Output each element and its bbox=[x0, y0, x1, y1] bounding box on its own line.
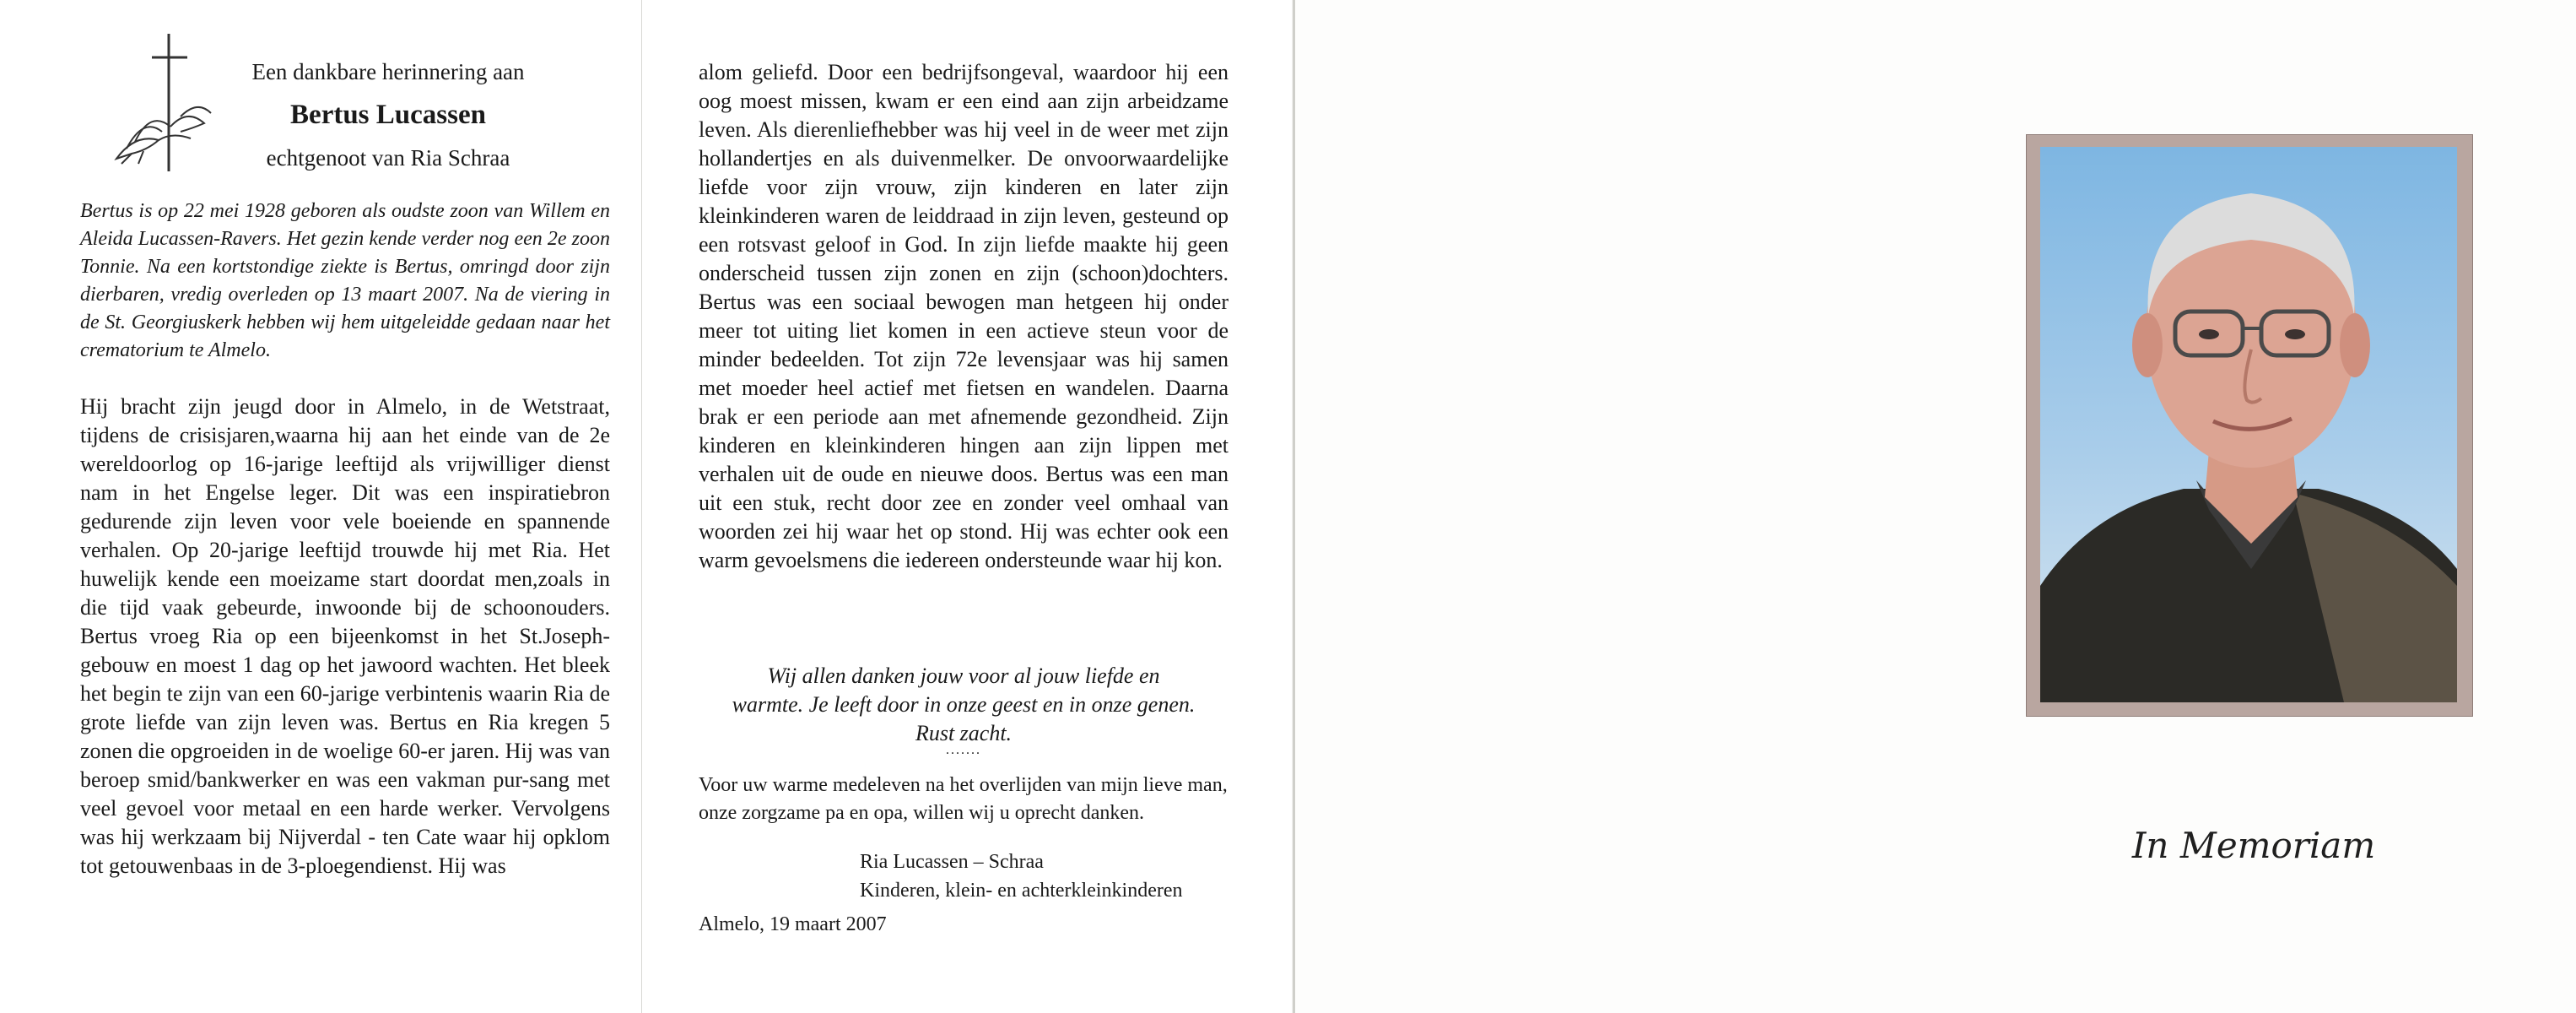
portrait-photo bbox=[2040, 147, 2457, 702]
spouse-line: echtgenoot van Ria Schraa bbox=[266, 145, 510, 171]
closing-words bbox=[699, 662, 1229, 748]
separator-dots: ....... bbox=[946, 743, 981, 757]
portrait-frame bbox=[2026, 134, 2473, 717]
memoriam-title: In Memoriam bbox=[2131, 825, 2376, 866]
closing-line-2: warmte. Je leeft door in onze geest en in onze genen. bbox=[732, 692, 1196, 717]
card-left-panel bbox=[0, 0, 641, 1013]
signature-family: Kinderen, klein- en achterkleinkinderen bbox=[860, 880, 1183, 902]
deceased-name: Bertus Lucassen bbox=[290, 100, 486, 130]
card-right-panel bbox=[1293, 0, 2576, 1013]
signature-name: Ria Lucassen – Schraa bbox=[860, 851, 1044, 873]
closing-line-3: Rust zacht. bbox=[915, 721, 1013, 745]
portrait-illustration bbox=[2040, 147, 2457, 702]
intro-text: Een dankbare herinnering aan bbox=[251, 59, 525, 84]
closing-line-1: Wij allen danken jouw voor al jouw liefde en bbox=[767, 664, 1160, 688]
place-date: Almelo, 19 maart 2007 bbox=[699, 913, 887, 935]
biography-text-part2: alom geliefd. Door een bedrijfsongeval, waardoor hij een oog moest missen, kwam er een eind aan zijn arbeidzame leven. Als dierenliefhebber was hij veel in de weer met zijn hollandertjes en als duivenmelker. De onvoorwaardelijke liefde voor zijn vrouw, zijn kinderen en later zijn kleinkinderen waren de leiddraad in zijn leven, gesteund op een rotsvast geloof in God. In zijn liefde maakte hij geen onderscheid tussen zijn zonen en zijn (schoon)dochters. Bertus was een sociaal bewogen man hetgeen hij onder meer tot uiting liet komen in een actieve steun voor de minder bedeelden. Tot zijn 72e levensjaar was hij samen met moeder heel actief met fietsen en wandelen. Daarna brak er een periode aan met afnemende gezondheid. Zijn kinderen en kleinkinderen hingen aan zijn lippen met verhalen uit de oude en nieuwe doos. Bertus was een man uit een stuk, recht door zee en zonder veel omhaal van woorden zei hij waar het op stond. Hij was echter ook een warm gevoelsmens die iedereen ondersteunde waar hij kon. bbox=[699, 60, 1229, 572]
bio-summary: Bertus is op 22 mei 1928 geboren als oudste zoon van Willem en Aleida Lucassen-Ravers. Het gezin kende verder nog een 2e zoon Tonnie. Na een kortstondige ziekte is Bertus, omringd door zijn dierbaren, vredig overleden op 13 maart 2007. Na de viering in de St. Georgiuskerk hebben wij hem uitgeleidde gedaan naar het crematorium te Almelo. bbox=[80, 200, 610, 361]
thanks-text: Voor uw warme medeleven na het overlijden van mijn lieve man, onze zorgzame pa en opa, willen wij u oprecht danken. bbox=[699, 774, 1228, 824]
card-middle-panel bbox=[641, 0, 1292, 1013]
biography-text-part1: Hij bracht zijn jeugd door in Almelo, in de Wetstraat, tijdens de crisisjaren,waarna hij aan het einde van de 2e wereldoorlog op 16-jarige leeftijd als vrijwilliger dienst nam in het Engelse leger. Dit was een inspiratiebron gedurende zijn leven voor vele boeiende en spannende verhalen. Op 20-jarige leeftijd trouwde hij met Ria. Het huwelijk kende een moeizame start doordat men,zoals in die tijd vaak gebeurde, inwoonde bij de schoonouders. Bertus vroeg Ria op een bijeenkomst in het St.Joseph-gebouw en moest 1 dag op het jawoord wachten. Het bleek het begin te zijn van een 60-jarige verbintenis waarin Ria de grote liefde van zijn leven was. Bertus en Ria kregen 5 zonen die opgroeiden in de woelige 60-er jaren. Hij was van beroep smid/bankwerker en was een vakman pur-sang met veel gevoel voor metaal en een harde werker. Vervolgens was hij werkzaam bij Nijverdal - ten Cate waar hij opklom tot getouwenbaas in de 3-ploegendienst. Hij was bbox=[80, 394, 610, 878]
